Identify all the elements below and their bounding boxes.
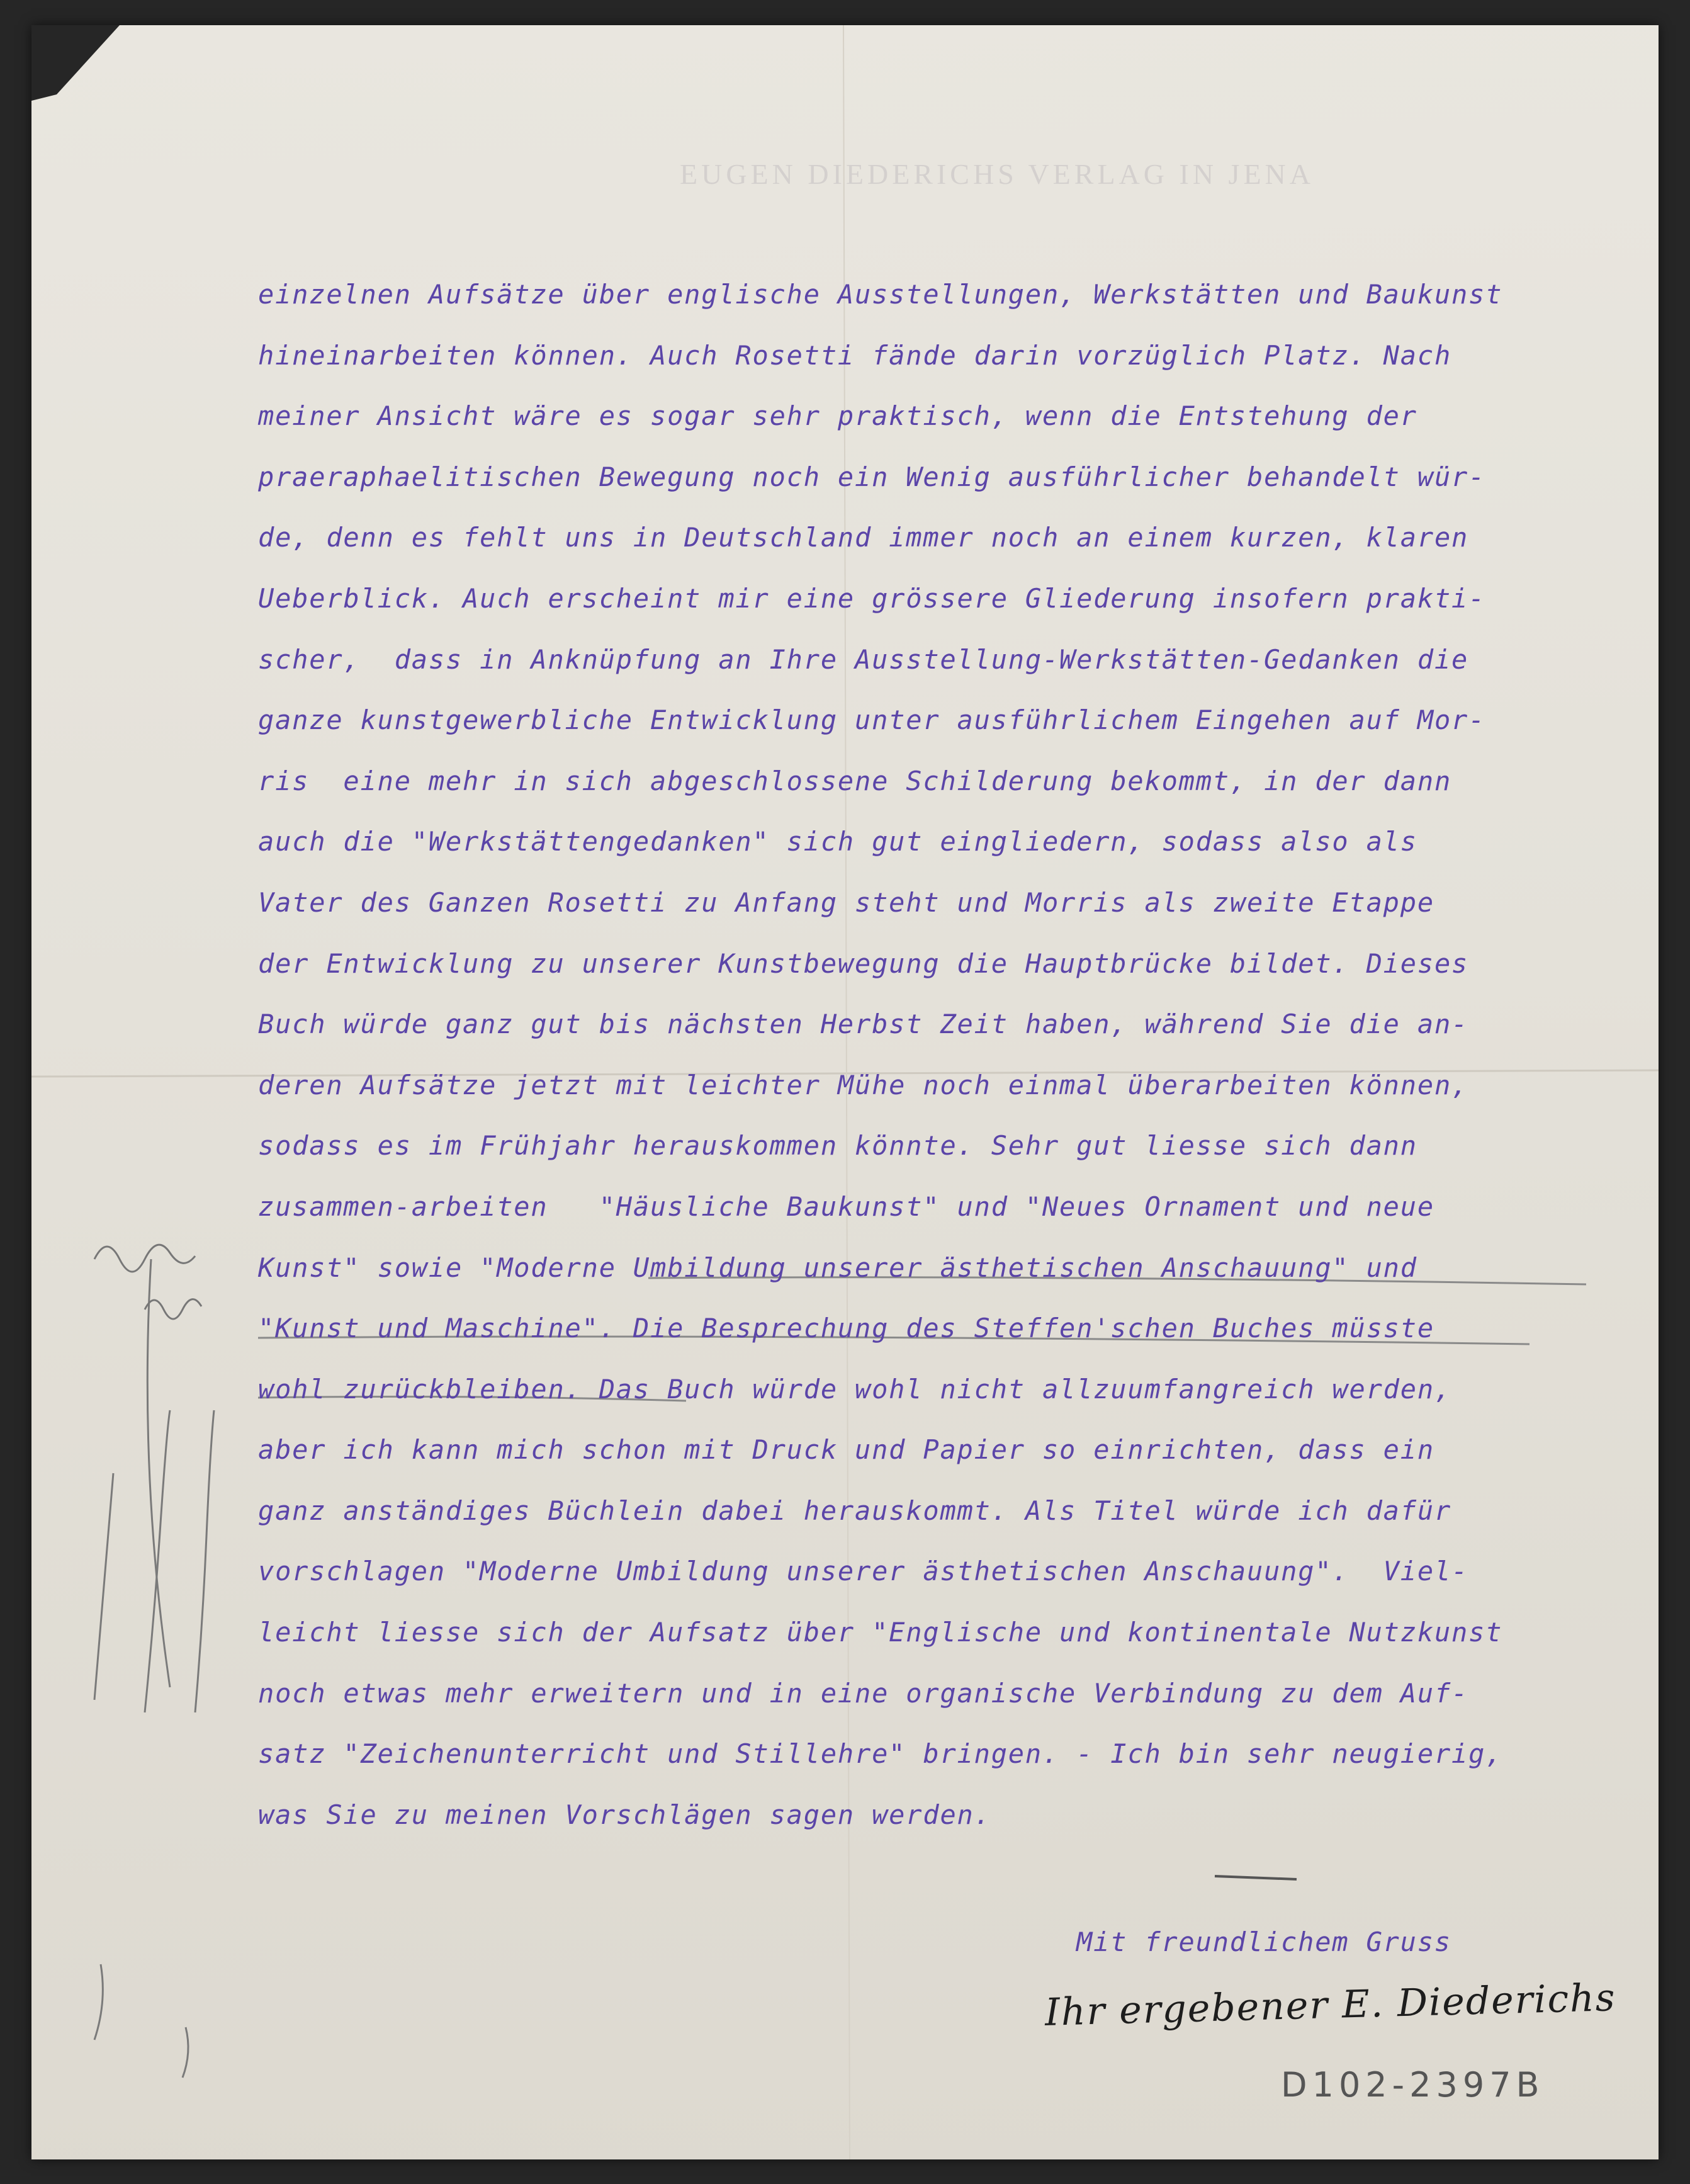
letter-body-line: meiner Ansicht wäre es sogar sehr praktisch, wenn die Entstehung der	[258, 400, 1417, 432]
letter-body-line: der Entwicklung zu unserer Kunstbewegung die Hauptbrücke bildet. Dieses	[258, 948, 1469, 979]
letter-body-line: zusammen-arbeiten "Häusliche Baukunst" und "Neues Ornament und neue	[258, 1191, 1434, 1222]
letter-body-line: satz "Zeichenunterricht und Stillehre" bringen. - Ich bin sehr neugierig,	[258, 1738, 1503, 1770]
letter-body-line: ris eine mehr in sich abgeschlossene Schilderung bekommt, in der dann	[258, 765, 1452, 796]
letter-body-line: aber ich kann mich schon mit Druck und Papier so einrichten, dass ein	[258, 1434, 1434, 1466]
letter-body-line: auch die "Werkstättengedanken" sich gut eingliedern, sodass also als	[258, 826, 1417, 857]
letter-body-line: ganz anständiges Büchlein dabei herauskommt. Als Titel würde ich dafür	[258, 1495, 1452, 1526]
letter-sheet	[31, 25, 1659, 2159]
letter-body-line: "Kunst und Maschine". Die Besprechung des Steffen'schen Buches müsste	[258, 1313, 1434, 1344]
letter-body-line: scher, dass in Anknüpfung an Ihre Ausstellung-Werkstätten-Gedanken die	[258, 643, 1469, 675]
letter-body-line: hineinarbeiten können. Auch Rosetti fände darin vorzüglich Platz. Nach	[258, 339, 1452, 371]
letter-body-line: Vater des Ganzen Rosetti zu Anfang steht und Morris als zweite Etappe	[258, 886, 1434, 918]
letter-body-line: was Sie zu meinen Vorschlägen sagen werden.	[258, 1799, 991, 1830]
letter-body-line: sodass es im Frühjahr herauskommen könnte. Sehr gut liesse sich dann	[258, 1130, 1417, 1162]
pencil-mark	[1215, 1876, 1297, 1879]
handwritten-signature: Ihr ergebener E. Diederichs	[1044, 1976, 1617, 2035]
letter-body-line: einzelnen Aufsätze über englische Ausstellungen, Werkstätten und Baukunst	[258, 279, 1503, 310]
letter-body-line: noch etwas mehr erweitern und in eine organische Verbindung zu dem Auf-	[258, 1677, 1469, 1709]
ghost-letterhead: EUGEN DIEDERICHS VERLAG IN JENA	[680, 158, 1314, 190]
archive-number: D102-2397B	[1281, 2065, 1545, 2105]
letter-body-line: ganze kunstgewerbliche Entwicklung unter ausführlichem Eingehen auf Mor-	[258, 704, 1486, 736]
torn-corner	[31, 25, 120, 101]
letter-body-line: leicht liesse sich der Aufsatz über "Englische und kontinentale Nutzkunst	[258, 1617, 1503, 1648]
letter-body-line: praeraphaelitischen Bewegung noch ein Wenig ausführlicher behandelt wür-	[258, 461, 1486, 492]
letter-body-line: deren Aufsätze jetzt mit leichter Mühe noch einmal überarbeiten können,	[258, 1069, 1469, 1100]
letter-body-line: Ueberblick. Auch erscheint mir eine grössere Gliederung insofern prakti-	[258, 582, 1486, 614]
letter-body	[258, 264, 1502, 1845]
pencil-marginalia	[57, 1221, 258, 2134]
letter-body-line: vorschlagen "Moderne Umbildung unserer ästhetischen Anschauung". Viel-	[258, 1556, 1469, 1587]
letter-body-line: Buch würde ganz gut bis nächsten Herbst Zeit haben, während Sie die an-	[258, 1009, 1469, 1040]
letter-body-line: wohl zurückbleiben. Das Buch würde wohl nicht allzuumfangreich werden,	[258, 1373, 1452, 1405]
letter-body-line: de, denn es fehlt uns in Deutschland immer noch an einem kurzen, klaren	[258, 522, 1469, 553]
letter-closing: Mit freundlichem Gruss	[1076, 1927, 1451, 1957]
letter-body-line: Kunst" sowie "Moderne Umbildung unserer ästhetischen Anschauung" und	[258, 1252, 1417, 1283]
